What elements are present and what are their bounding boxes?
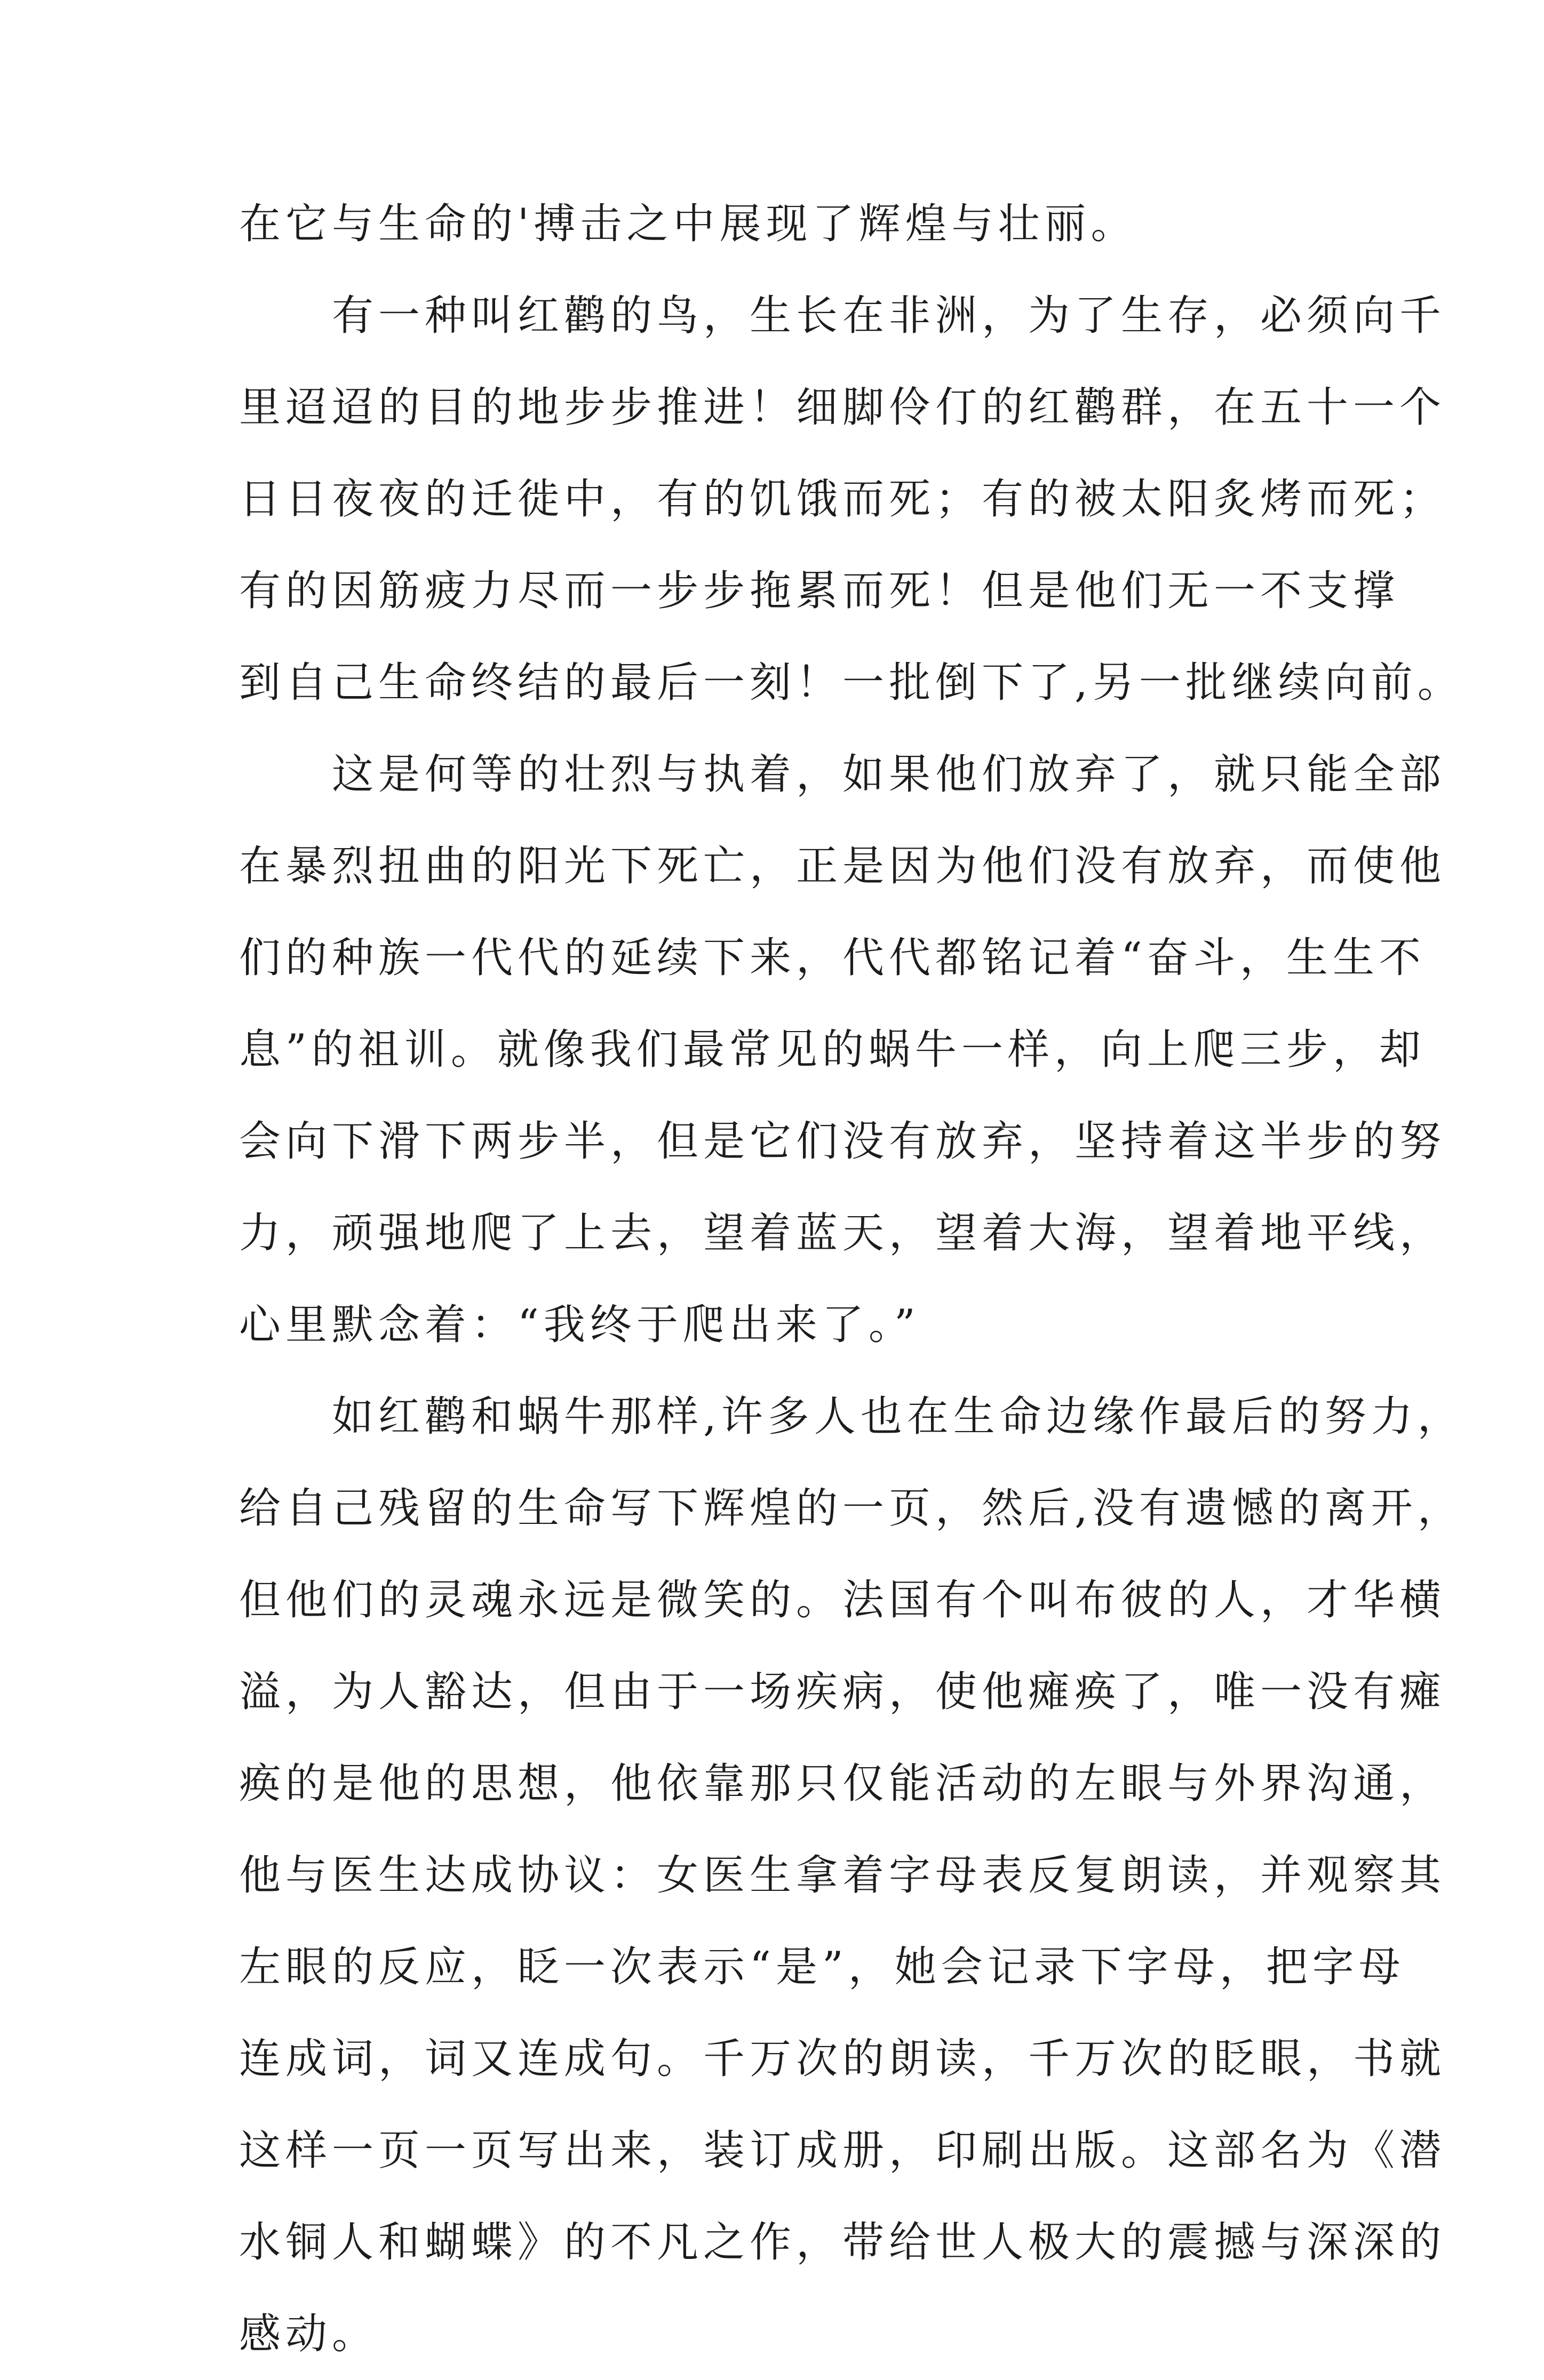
text-line: 息”的祖训。就像我们最常见的蜗牛一样，向上爬三步，却 [239,1026,1426,1074]
text-line: 力，顽强地爬了上去，望着蓝天，望着大海，望着地平线， [239,1209,1446,1257]
text-line: 但他们的灵魂永远是微笑的。法国有个叫布彼的人，才华横 [239,1576,1446,1624]
text-line: 连成词，词又连成句。千万次的朗读，千万次的眨眼，书就 [239,2035,1446,2083]
text-line: 这样一页一页写出来，装订成册，印刷出版。这部名为《潜 [239,2127,1446,2175]
text-line: 里迢迢的目的地步步推进！细脚伶仃的红鹳群，在五十一个 [239,384,1446,432]
text-line: 们的种族一代代的延续下来，代代都铭记着“奋斗，生生不 [239,934,1426,982]
text-line: 这是何等的壮烈与执着，如果他们放弃了，就只能全部 [239,750,1446,798]
document-body [239,178,1464,2380]
text-line: 水铜人和蝴蝶》的不凡之作，带给世人极大的震撼与深深的 [239,2218,1446,2266]
text-line: 会向下滑下两步半，但是它们没有放弃，坚持着这半步的努 [239,1117,1446,1165]
text-line: 他与医生达成协议：女医生拿着字母表反复朗读，并观察其 [239,1851,1446,1899]
text-line: 在它与生命的'搏击之中展现了辉煌与壮丽。 [239,200,1137,248]
text-line: 左眼的反应，眨一次表示“是”，她会记录下字母，把字母 [239,1943,1405,1991]
text-line: 到自己生命终结的最后一刻！一批倒下了,另一批继续向前。 [239,659,1464,707]
text-line: 感动。 [239,2310,379,2358]
text-line: 如红鹳和蜗牛那样,许多人也在生命边缘作最后的努力， [239,1393,1464,1441]
text-line: 溢，为人豁达，但由于一场疾病，使他瘫痪了，唯一没有瘫 [239,1668,1446,1716]
text-line: 日日夜夜的迁徙中，有的饥饿而死；有的被太阳炙烤而死； [239,475,1446,523]
text-line: 在暴烈扭曲的阳光下死亡，正是因为他们没有放弃，而使他 [239,842,1446,890]
text-line: 痪的是他的思想，他依靠那只仅能活动的左眼与外界沟通， [239,1760,1446,1808]
text-line: 给自己残留的生命写下辉煌的一页，然后,没有遗憾的离开， [239,1484,1464,1532]
text-line: 心里默念着：“我终于爬出来了。” [239,1301,920,1349]
text-line: 有的因筋疲力尽而一步步拖累而死！但是他们无一不支撑 [239,567,1400,615]
text-line: 有一种叫红鹳的鸟，生长在非洲，为了生存，必须向千 [239,292,1446,340]
